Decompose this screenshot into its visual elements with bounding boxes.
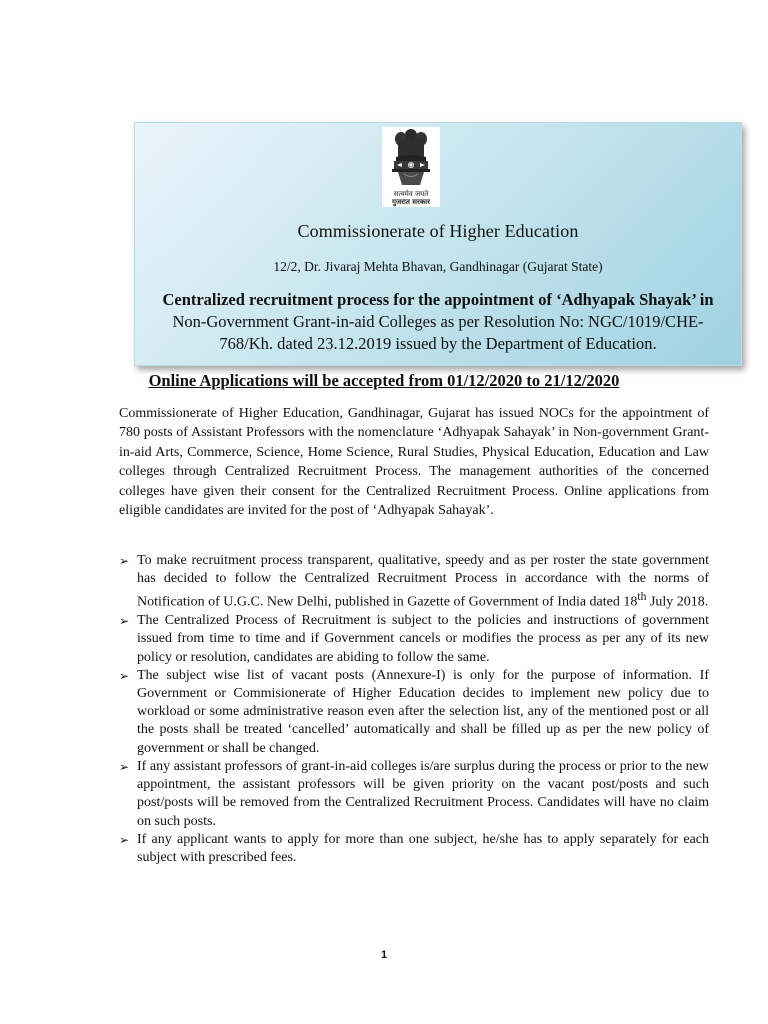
header-box xyxy=(134,122,742,366)
organization-title: Commissionerate of Higher Education xyxy=(297,221,579,241)
organization-address: 12/2, Dr. Jivaraj Mehta Bhavan, Gandhinagar (Gujarat State) xyxy=(273,259,603,274)
arrow-bullet-icon: ➢ xyxy=(119,832,130,847)
bullet-superscript: th xyxy=(637,590,647,604)
page-number: 1 xyxy=(380,949,388,961)
list-item xyxy=(119,552,709,612)
description-line-1: Centralized recruitment process for the appointment of ‘Adhyapak Shayak’ in xyxy=(162,290,714,309)
intro-paragraph: Commissionerate of Higher Education, Gandhinagar, Gujarat has issued NOCs for the appointment of 780 posts of Assistant Professors with the nomenclature ‘Adhyapak Sahayak’ in Non-government Grant-in-aid Arts, Commerce, Science, Home Science, Rural Studies, Physical Education, Education and Law colleges through Centralized Recruitment Process. The management authorities of the concerned colleges have given their consent for the Centralized Recruitment Process. Online applications from eligible candidates are invited for the post of ‘Adhyapak Sahayak’. xyxy=(119,406,709,519)
ashoka-emblem-icon xyxy=(382,127,440,189)
bullet-text: If any applicant wants to apply for more than one subject, he/she has to apply separately for each subject with prescribed fees. xyxy=(137,831,709,865)
bullet-text: The Centralized Process of Recruitment is subject to the policies and instructions of government issued from time to time and if Government cancels or modifies the process as per any of its new policy or resolution, candidates are abiding to follow the same. xyxy=(137,613,709,665)
description-line-3: 768/Kh. dated 23.12.2019 issued by the Department of Education. xyxy=(219,334,657,353)
list-item xyxy=(119,831,709,867)
list-item xyxy=(119,612,709,667)
list-item xyxy=(119,667,709,758)
bullet-text: The subject wise list of vacant posts (Annexure-I) is only for the purpose of information. If Government or Commisionerate of Higher Education decides to implement new policy due to workload or some administrative reason even after the selection list, any of the mentioned post or all the posts shall be treated ‘cancelled’ automatically and shall be filled up as per the new policy of government or shall be changed. xyxy=(137,667,709,756)
application-dates-heading: Online Applications will be accepted from 01/12/2020 to 21/12/2020 xyxy=(148,371,620,390)
arrow-bullet-icon: ➢ xyxy=(119,668,130,683)
bullet-text: To make recruitment process transparent, qualitative, speedy and as per roster the state government has decided to follow the Centralized Recruitment Process in accordance with the norms of Notification of U.G.C. New Delhi, published in Gazette of Government of India dated 18 xyxy=(137,553,709,611)
arrow-bullet-icon: ➢ xyxy=(119,614,130,629)
arrow-bullet-icon: ➢ xyxy=(119,554,130,568)
description-line-2: Non-Government Grant-in-aid Colleges as per Resolution No: NGC/1019/CHE- xyxy=(172,312,704,331)
recruitment-description xyxy=(135,289,741,355)
emblem-motto: सत्यमेव जयते xyxy=(393,190,429,198)
bullet-text: If any assistant professors of grant-in-aid colleges is/are surplus during the process or prior to the new appointment, the assistant professors will be given priority on the vacant post/posts and such post/posts will be removed from the Centralized Recruitment Process. Candidates will have no claim on such posts. xyxy=(137,758,709,829)
emblem-caption: गुजरात सरकार xyxy=(392,198,430,206)
instructions-list xyxy=(119,552,709,867)
emblem-logo xyxy=(382,127,440,207)
arrow-bullet-icon: ➢ xyxy=(119,759,130,774)
bullet-text-end: July 2018. xyxy=(646,595,709,611)
list-item xyxy=(119,758,709,831)
